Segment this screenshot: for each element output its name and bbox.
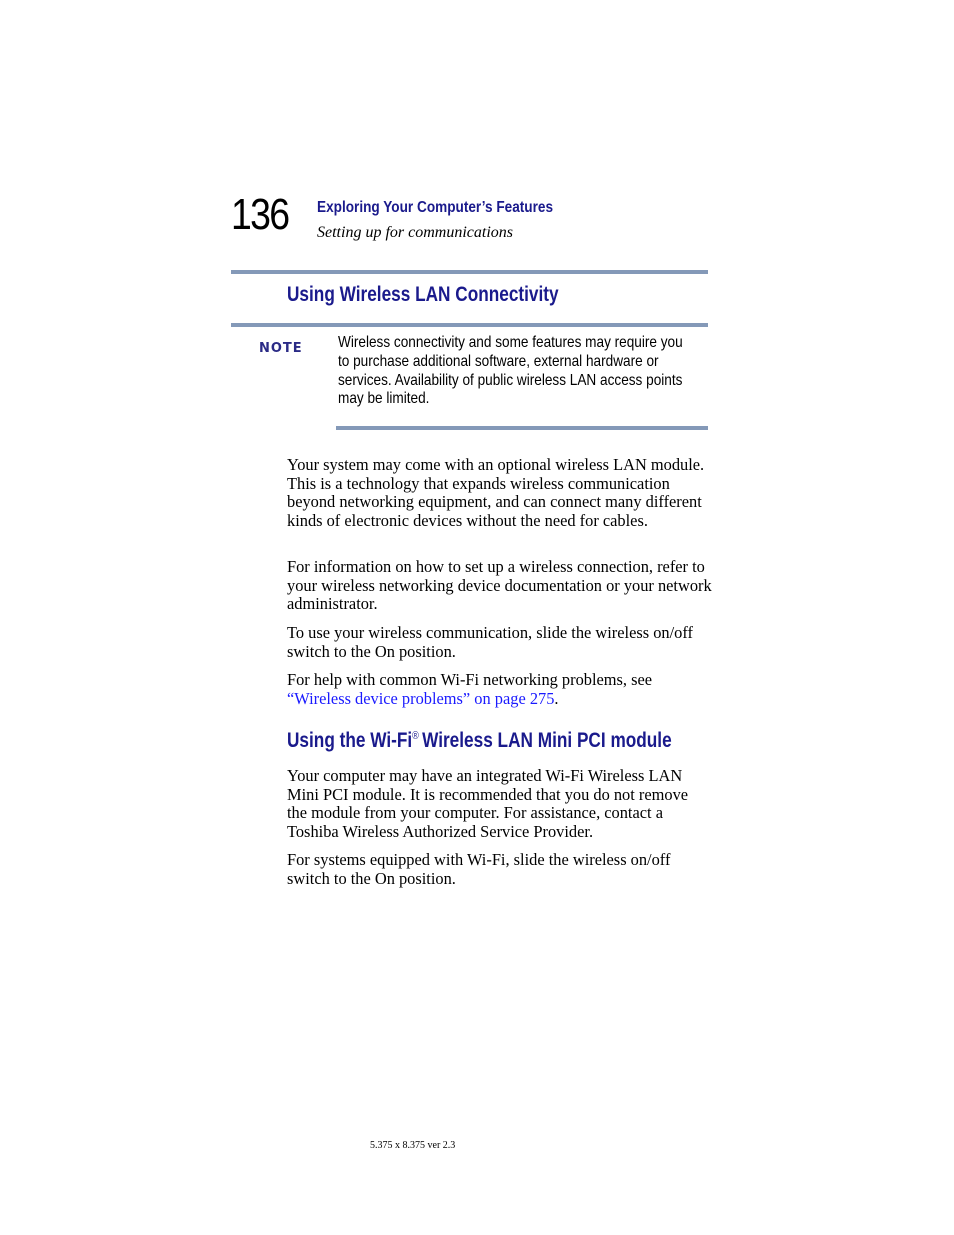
paragraph-intro: Your system may come with an optional wireless LAN module. This is a technology that expands wireless communication beyond networking equipment, and can connect many different kinds of electronic devices without the need for cables. — [287, 455, 705, 530]
help-text: For help with common Wi-Fi networking problems, see — [287, 670, 653, 689]
note-divider — [336, 426, 708, 430]
page-number: 136 — [231, 190, 289, 239]
top-divider — [231, 270, 708, 274]
help-end: . — [554, 688, 559, 708]
section-heading-wireless-lan: Using Wireless LAN Connectivity — [287, 283, 559, 306]
wireless-problems-link[interactable]: “Wireless device problems” on page 275 — [287, 688, 555, 708]
paragraph-setup-info: For information on how to set up a wireless connection, refer to your wireless networking device documentation or your network administrator. — [287, 557, 712, 614]
note-text: Wireless connectivity and some features may require you to purchase additional software, external hardware or services. Availability of public wireless LAN access points may be limited. — [338, 334, 683, 408]
heading-part1: Using the Wi-Fi — [287, 729, 413, 752]
paragraph-integrated-module: Your computer may have an integrated Wi-Fi Wireless LAN Mini PCI module. It is recommended that you do not remove the module from your computer. For assistance, contact a Toshiba Wireless Authorized Service Provider. — [287, 766, 689, 841]
footer-version: 5.375 x 8.375 ver 2.3 — [370, 1140, 456, 1151]
paragraph-wifi-switch: For systems equipped with Wi-Fi, slide the wireless on/off switch to the On position. — [287, 850, 671, 888]
heading-divider — [231, 323, 708, 327]
heading-part2: Wireless LAN Mini PCI module — [422, 729, 672, 752]
paragraph-help — [287, 671, 712, 708]
note-label: NOTE — [259, 341, 303, 356]
registered-mark: ® — [412, 730, 419, 742]
chapter-title: Exploring Your Computer’s Features — [317, 199, 554, 216]
section-subtitle: Setting up for communications — [317, 224, 513, 241]
section-heading-wifi-module — [287, 729, 672, 753]
paragraph-switch-on: To use your wireless communication, slide the wireless on/off switch to the On position. — [287, 623, 693, 661]
